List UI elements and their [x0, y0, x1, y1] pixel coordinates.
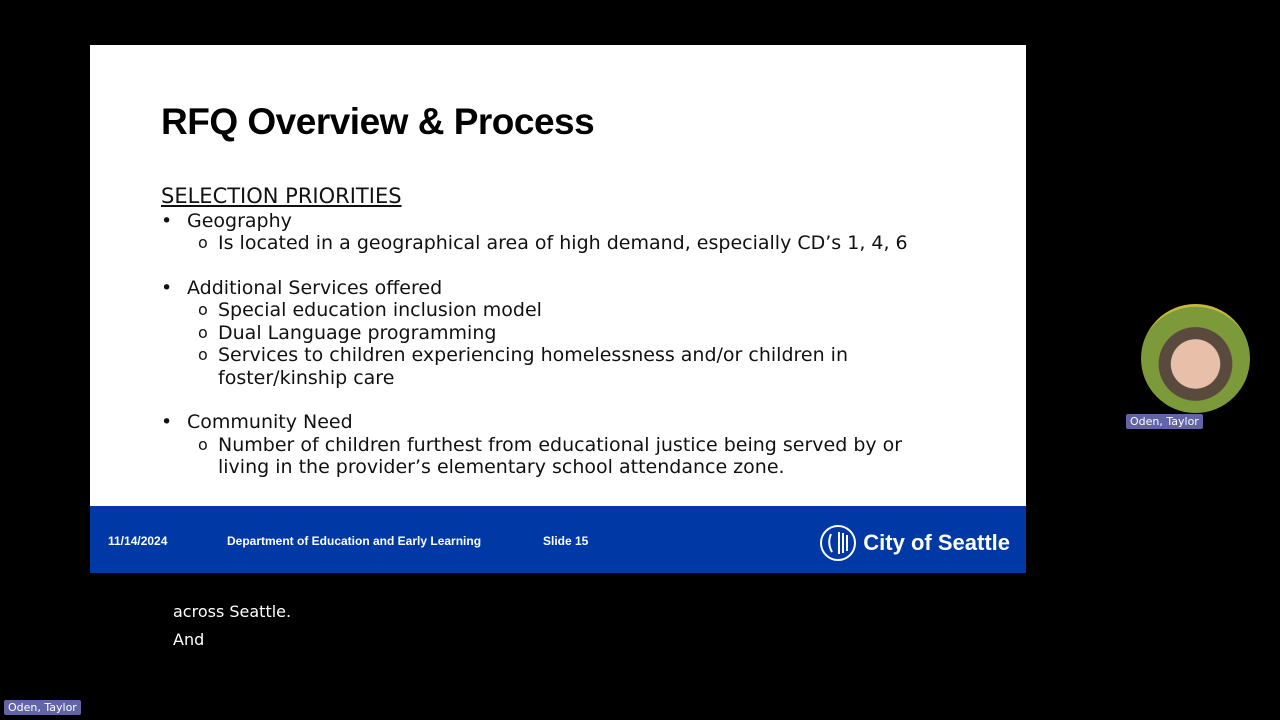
bullet: • Geography	[161, 210, 908, 233]
sub-bullet: o Special education inclusion model	[161, 299, 908, 322]
bullet: • Additional Services offered	[161, 277, 908, 300]
bullet: • Community Need	[161, 411, 908, 434]
participant-name-tag: Oden, Taylor	[1126, 414, 1203, 429]
slide-title: RFQ Overview & Process	[161, 101, 595, 142]
logo-text: City of Seattle	[863, 530, 1010, 555]
sub-bullet: o Dual Language programming	[161, 322, 908, 345]
footer-department: Department of Education and Early Learning	[227, 534, 482, 548]
section-heading: SELECTION PRIORITIES	[161, 184, 402, 208]
participant-avatar[interactable]	[1141, 304, 1250, 413]
sub-bullet-continued: foster/kinship care	[218, 366, 395, 389]
sub-bullet: o Services to children experiencing homelessness and/or children in	[161, 344, 908, 367]
city-of-seattle-logo	[819, 524, 1010, 562]
sub-bullet: o Number of children furthest from educational justice being served by or	[161, 434, 908, 457]
caption-line: across Seattle.	[173, 602, 292, 621]
slide-footer	[90, 506, 1026, 573]
presenter-name-tag: Oden, Taylor	[4, 700, 81, 715]
footer-date: 11/14/2024	[108, 534, 168, 548]
footer-slide-number: Slide 15	[543, 534, 589, 548]
caption-line: And	[173, 630, 205, 649]
sub-bullet: o Is located in a geographical area of high demand, especially CD’s 1, 4, 6	[161, 232, 908, 255]
presentation-slide	[90, 45, 1026, 573]
slide-content	[161, 185, 908, 479]
seattle-seal-icon	[819, 524, 857, 562]
sub-bullet-continued: living in the provider’s elementary school attendance zone.	[218, 456, 785, 478]
